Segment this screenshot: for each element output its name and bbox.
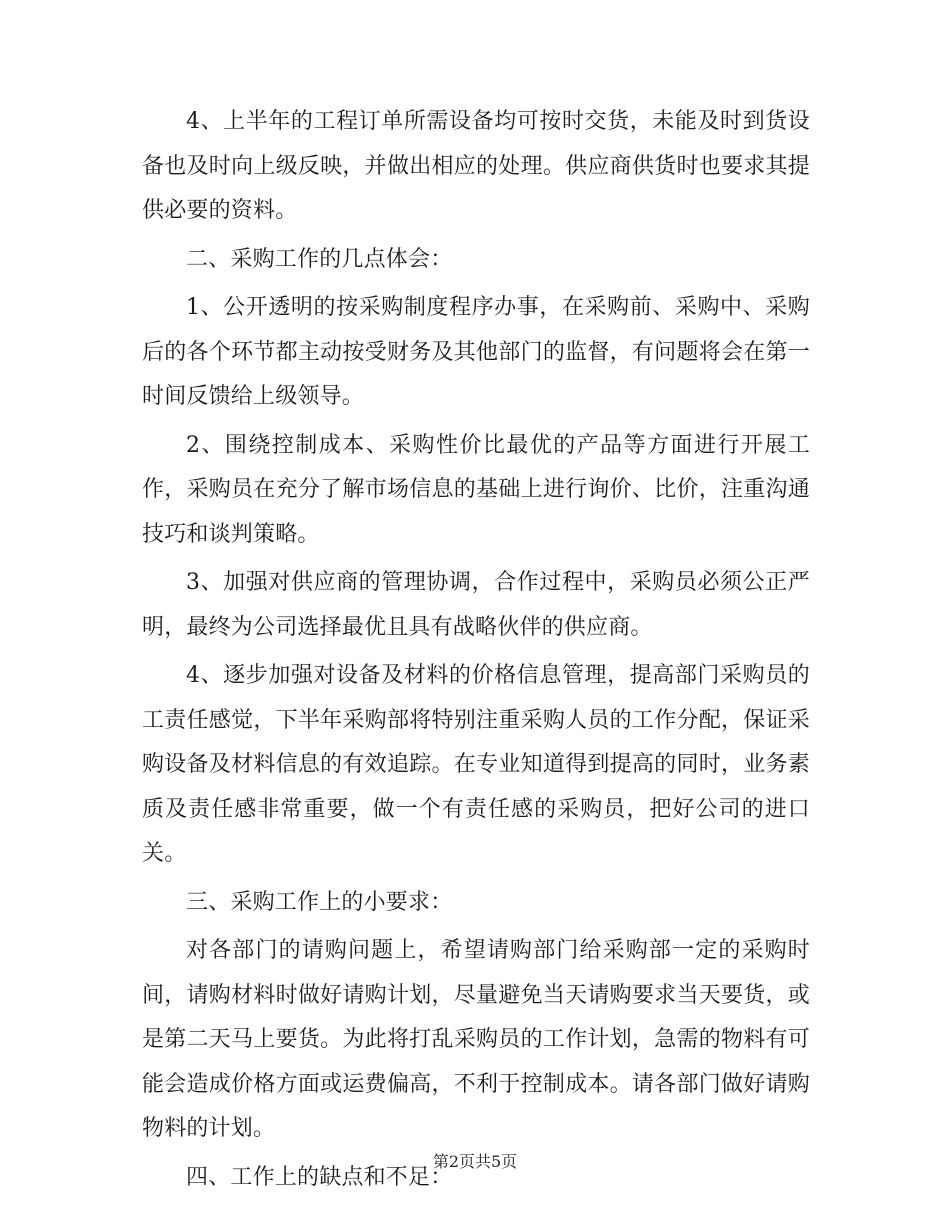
section-heading-2: 二、采购工作的几点体会：: [186, 246, 453, 272]
page-number-indicator: 第2页共5页: [432, 1152, 518, 1171]
paragraph-item-3-supplier-management: 3、加强对供应商的管理协调，合作过程中，采购员必须公正严明，最终为公司选择最优且具有战略伙伴的供应商。: [142, 570, 810, 640]
document-body: [142, 100, 810, 1204]
paragraph-item-1-transparency: 1、公开透明的按采购制度程序办事，在采购前、采购中、采购后的各个环节都主动按受财务及其他部门的监督，有问题将会在第一时间反馈给上级领导。: [142, 295, 810, 409]
section-heading-3: 三、采购工作上的小要求：: [186, 889, 453, 915]
paragraph-item-4-delivery: 4、上半年的工程订单所需设备均可按时交货，未能及时到货设备也及时向上级反映，并做出相应的处理。供应商供货时也要求其提供必要的资料。: [142, 109, 810, 223]
paragraph-item-4-price-information: 4、逐步加强对设备及材料的价格信息管理，提高部门采购员的工责任感觉，下半年采购部将特别注重采购人员的工作分配，保证采购设备及材料信息的有效追踪。在专业知道得到提高的同时，业务素质及责任感非常重要，做一个有责任感的采购员，把好公司的进口关。: [142, 663, 810, 866]
paragraph-requisition-requests: 对各部门的请购问题上，希望请购部门给采购部一定的采购时间，请购材料时做好请购计划，尽量避免当天请购要求当天要货，或是第二天马上要货。为此将打乱采购员的工作计划，急需的物料有可能会造成价格方面或运费偏高，不利于控制成本。请各部门做好请购物料的计划。: [142, 938, 810, 1141]
paragraph-item-2-cost-control: 2、围绕控制成本、采购性价比最优的产品等方面进行开展工作，采购员在充分了解市场信息的基础上进行询价、比价，注重沟通技巧和谈判策略。: [142, 432, 810, 547]
section-heading-4: 四、工作上的缺点和不足：: [186, 1164, 453, 1190]
